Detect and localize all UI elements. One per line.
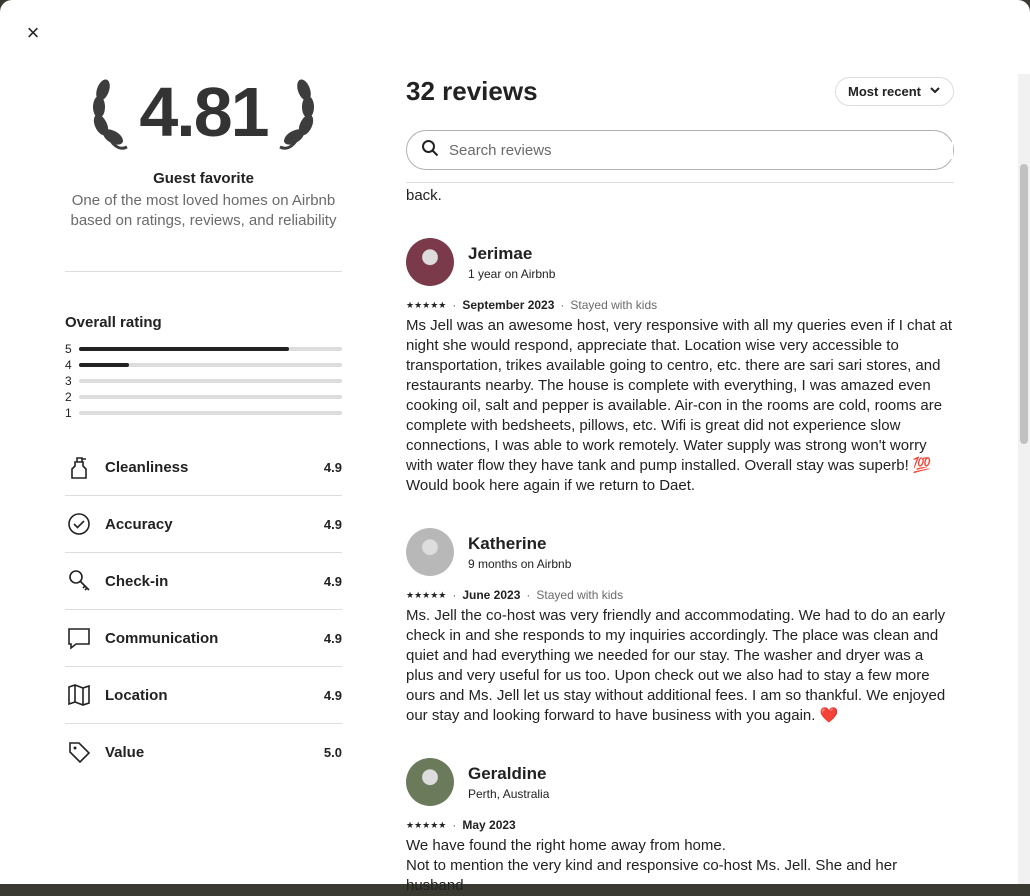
reviewer-meta: Perth, Australia — [468, 786, 550, 801]
reviewer-name: Geraldine — [468, 763, 547, 783]
guest-favorite-label: Guest favorite — [153, 170, 254, 187]
category-value: 4.9 — [323, 687, 342, 703]
reviewer-meta: 9 months on Airbnb — [468, 556, 572, 571]
category-value: 4.9 — [323, 573, 342, 589]
category-label: Value — [105, 744, 145, 761]
category-check-in — [65, 553, 342, 610]
rating-bar-track — [79, 347, 342, 351]
review-text: Ms. Jell the co-host was very friendly and accommodating. We had to do an early check in and she responds to my inquiries accordingly. The place was clean and quiet and had everything we needed for our stay. The washer and dryer was a plus and very useful for us too. Upon check out we also had to stay a few more ours and Ms. Jell let us stay without additional fees. I am so thankful. We enjoyed our stay and looking forward to have business with you again. ❤️ — [406, 607, 946, 724]
review-item: Geraldine Perth, Australia ★★★★★ · May 2023 We have found the right home away from home. Not to mention the very kind and responsive co-host Ms. Jell. She and her husband — [406, 758, 954, 896]
rating-bar-track — [79, 363, 342, 367]
avatar[interactable] — [406, 238, 454, 286]
review-text: Ms Jell was an awesome host, very responsive with all my queries even if I chat at night she would respond, appreciate that. Location wise very accessible to transportation, trikes available going to centro, etc. there are sari sari stores, and restaurants nearby. The house is complete with everything, I was amazed even cooking oil, salt and pepper is available. Air-con in the rooms are cold, rooms are complete with bedsheets, pillows, etc. Wifi is great did not experience slow connections, I was able to work remotely. Water supply was strong won't worry with water flow they have tank and pump installed. Overall stay was superb! 💯 Would book here again if we return to Daet. — [406, 317, 953, 494]
spray-bottle-icon — [65, 454, 105, 480]
rating-bar-row — [65, 405, 342, 421]
category-label: Cleanliness — [105, 458, 189, 476]
chevron-down-icon — [929, 84, 941, 99]
category-label: Location — [105, 686, 168, 704]
category-value — [65, 724, 342, 781]
star-count-label: 3 — [65, 374, 72, 388]
rating-distribution — [65, 341, 342, 421]
category-cleanliness — [65, 439, 342, 496]
category-communication — [65, 610, 342, 667]
review-date: June 2023 — [462, 588, 521, 602]
review-item: Katherine 9 months on Airbnb ★★★★★ · June 2023 · Stayed with kids Ms. Jell the co-host was very friendly and accommodating. We had to do an early check in and she responds to my inquiries accordingly. The place was clean and quiet and had everything we needed for our stay. The washer and dryer was a plus and very useful for us too. Upon check out we also had to stay a few more ours and Ms. Jell let us stay without additional fees. I am so thankful. We enjoyed our stay and looking forward to have business with you again. ❤️ — [406, 528, 954, 726]
category-label: Communication — [105, 629, 219, 647]
reviews-panel — [406, 70, 954, 894]
close-button[interactable]: × — [26, 20, 40, 45]
reviewer-name: Jerimae — [468, 243, 533, 263]
rating-bar-row — [65, 357, 342, 373]
trip-type: Stayed with kids — [536, 588, 624, 602]
reviewer-meta: 1 year on Airbnb — [468, 266, 556, 281]
review-text: We have found the right home away from home. Not to mention the very kind and responsive co-host Ms. Jell. She and her husband — [406, 837, 898, 894]
previous-review-tail: back. — [406, 187, 442, 204]
review-stars: ★★★★★ — [406, 819, 447, 830]
review-date: September 2023 — [462, 298, 555, 312]
category-value: 4.9 — [323, 516, 342, 532]
category-value: 4.9 — [323, 459, 342, 475]
rating-bar-track — [79, 379, 342, 383]
review-stars: ★★★★★ — [406, 589, 447, 600]
search-reviews-field[interactable] — [406, 130, 954, 170]
review-stars: ★★★★★ — [406, 299, 447, 310]
scrollbar-thumb[interactable] — [1020, 164, 1028, 444]
category-value: 4.9 — [323, 630, 342, 646]
guest-favorite-description: One of the most loved homes on Airbnb based on ratings, reviews, and reliability — [70, 192, 337, 229]
map-icon — [65, 682, 105, 708]
scrollbar[interactable] — [1018, 74, 1030, 884]
rating-bar-row — [65, 373, 342, 389]
key-icon — [65, 568, 105, 594]
star-count-label: 2 — [65, 390, 72, 404]
star-count-label: 1 — [65, 406, 72, 420]
rating-bar-track — [79, 395, 342, 399]
rating-bar-fill — [79, 347, 289, 351]
reviews-list — [406, 182, 954, 894]
rating-bar-row — [65, 389, 342, 405]
avatar[interactable] — [406, 758, 454, 806]
category-value: 5.0 — [323, 745, 342, 760]
search-icon — [421, 139, 439, 162]
rating-bar-track — [79, 411, 342, 415]
category-label: Check-in — [105, 572, 169, 590]
tag-icon — [65, 740, 105, 766]
rating-bar-fill — [79, 363, 129, 367]
star-count-label: 5 — [65, 342, 72, 356]
sort-label: Most recent — [848, 83, 921, 99]
rating-summary — [65, 70, 342, 781]
reviews-count: 32 reviews — [406, 75, 538, 106]
search-reviews-input[interactable] — [449, 142, 953, 159]
laurel-right-icon — [272, 75, 322, 160]
chat-bubble-icon — [65, 625, 105, 651]
category-label: Accuracy — [105, 515, 173, 533]
star-count-label: 4 — [65, 358, 72, 372]
category-location — [65, 667, 342, 724]
review-date: May 2023 — [462, 818, 516, 832]
reviewer-name: Katherine — [468, 533, 547, 553]
trip-type: Stayed with kids — [570, 298, 658, 312]
divider — [65, 271, 342, 272]
overall-rating-label: Overall rating — [65, 314, 162, 331]
check-circle-icon — [65, 511, 105, 537]
overall-rating-value: 4.81 — [139, 73, 268, 151]
review-item: Jerimae 1 year on Airbnb ★★★★★ · September 2023 · Stayed with kids Ms Jell was an awesome host, very responsive with all my queries even if I chat at night she would respond, appreciate that. Location wise very accessible to transportation, trikes available going to centro, etc. there are sari sari stores, and restaurants nearby. The house is complete with everything, I was amazed even cooking oil, salt and pepper is available. Air-con in the rooms are cold, rooms are complete with bedsheets, pillows, etc. Wifi is great did not experience slow connections, I was able to work remotely. Water supply was strong won't worry with water flow they have tank and pump installed. Overall stay was superb! 💯 Would book here again if we return to Daet. — [406, 238, 954, 496]
rating-bar-row — [65, 341, 342, 357]
category-ratings — [65, 439, 342, 781]
category-accuracy — [65, 496, 342, 553]
sort-dropdown[interactable] — [835, 77, 954, 106]
avatar[interactable] — [406, 528, 454, 576]
